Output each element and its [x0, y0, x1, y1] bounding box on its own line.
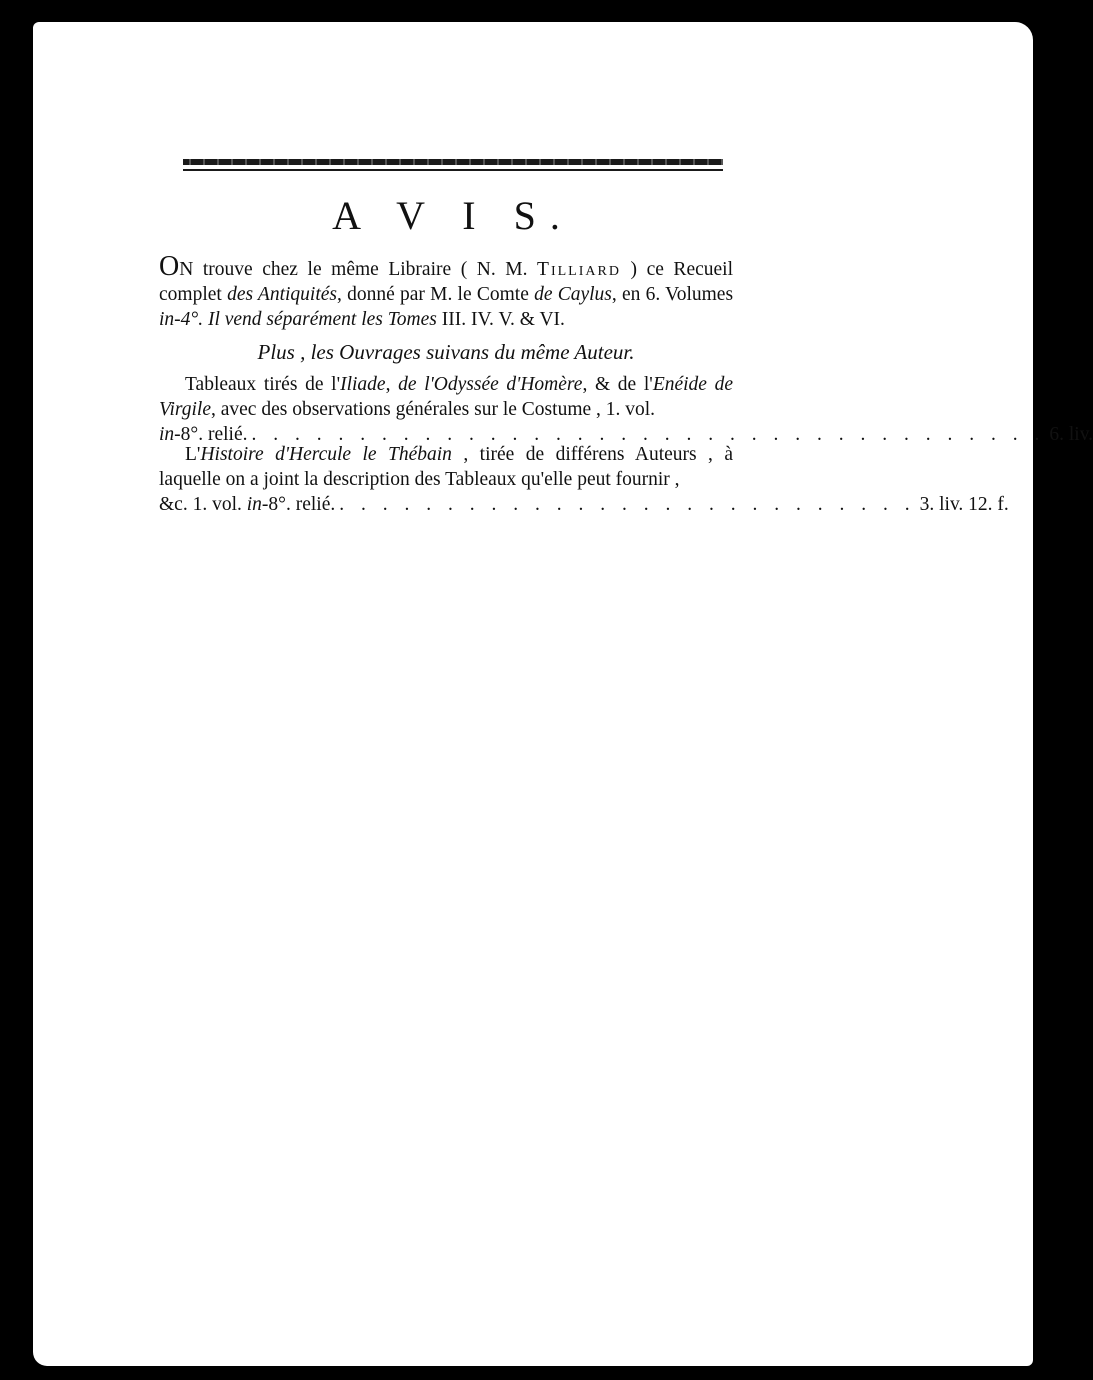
section-subtitle: Plus , les Ouvrages suivans du même Auteur. — [257, 340, 635, 364]
intro-text: , donné par M. le Comte — [337, 284, 529, 305]
entry-text: L' — [185, 444, 201, 465]
dot-leader: . . . . . . . . . . . . . . . . . . . . . . . . . . . — [339, 494, 916, 515]
publisher-name: Tilliard — [537, 259, 621, 280]
entry-title: Iliade — [340, 374, 386, 395]
intro-text: , en 6. Volumes — [611, 284, 734, 305]
rule-thick — [183, 159, 723, 165]
intro-text: III. IV. V. & VI. — [441, 309, 565, 330]
price-line — [159, 492, 1009, 517]
entry-text: , avec des observations générales sur le Costume , 1. vol. — [211, 399, 656, 420]
entry-text: -8°. relié. — [174, 424, 248, 445]
entry-text: &c. 1. vol. — [159, 494, 242, 515]
page-sheet — [33, 22, 1093, 1366]
book-entry — [159, 372, 733, 422]
dropcap: O — [159, 251, 180, 282]
format-note: in — [159, 424, 175, 445]
intro-paragraph — [159, 251, 734, 332]
entry-text: , tirée de différens Auteurs , à laquelle on a joint la description des Tableaux qu'elle peut fournir , — [159, 444, 734, 490]
author-name: de Caylus — [534, 284, 612, 305]
entry-text: , & de l' — [582, 374, 653, 395]
dot-leader: . . . . . . . . . . . . . . . . . . . . . . . . . . . . . . . . . . . . . — [251, 424, 1046, 445]
rule-thin — [183, 169, 723, 171]
entry-title: Histoire d'Hercule le Thébain — [200, 444, 452, 465]
entry-text: Tableaux tirés de l' — [185, 374, 341, 395]
price: 3. liv. 12. f. — [919, 494, 1009, 515]
work-title: des Antiquités — [227, 284, 338, 305]
page-heading: A V I S. — [332, 193, 574, 238]
format-note: in — [246, 494, 262, 515]
price: 6. liv. — [1049, 424, 1093, 445]
format-note: in-4°. Il vend séparément les Tomes — [159, 309, 437, 330]
entry-text: -8°. relié. — [261, 494, 336, 515]
entry-title: Enéide de Virgile — [159, 374, 734, 420]
book-entry — [159, 442, 733, 492]
entry-text: , — [385, 374, 391, 395]
intro-text: ) ce Recueil complet — [159, 259, 733, 305]
intro-text: N trouve chez le même Libraire ( N. M. — [179, 259, 528, 280]
decorative-rule — [183, 159, 723, 171]
entry-title: de l'Odyssée d'Homère — [398, 374, 583, 395]
